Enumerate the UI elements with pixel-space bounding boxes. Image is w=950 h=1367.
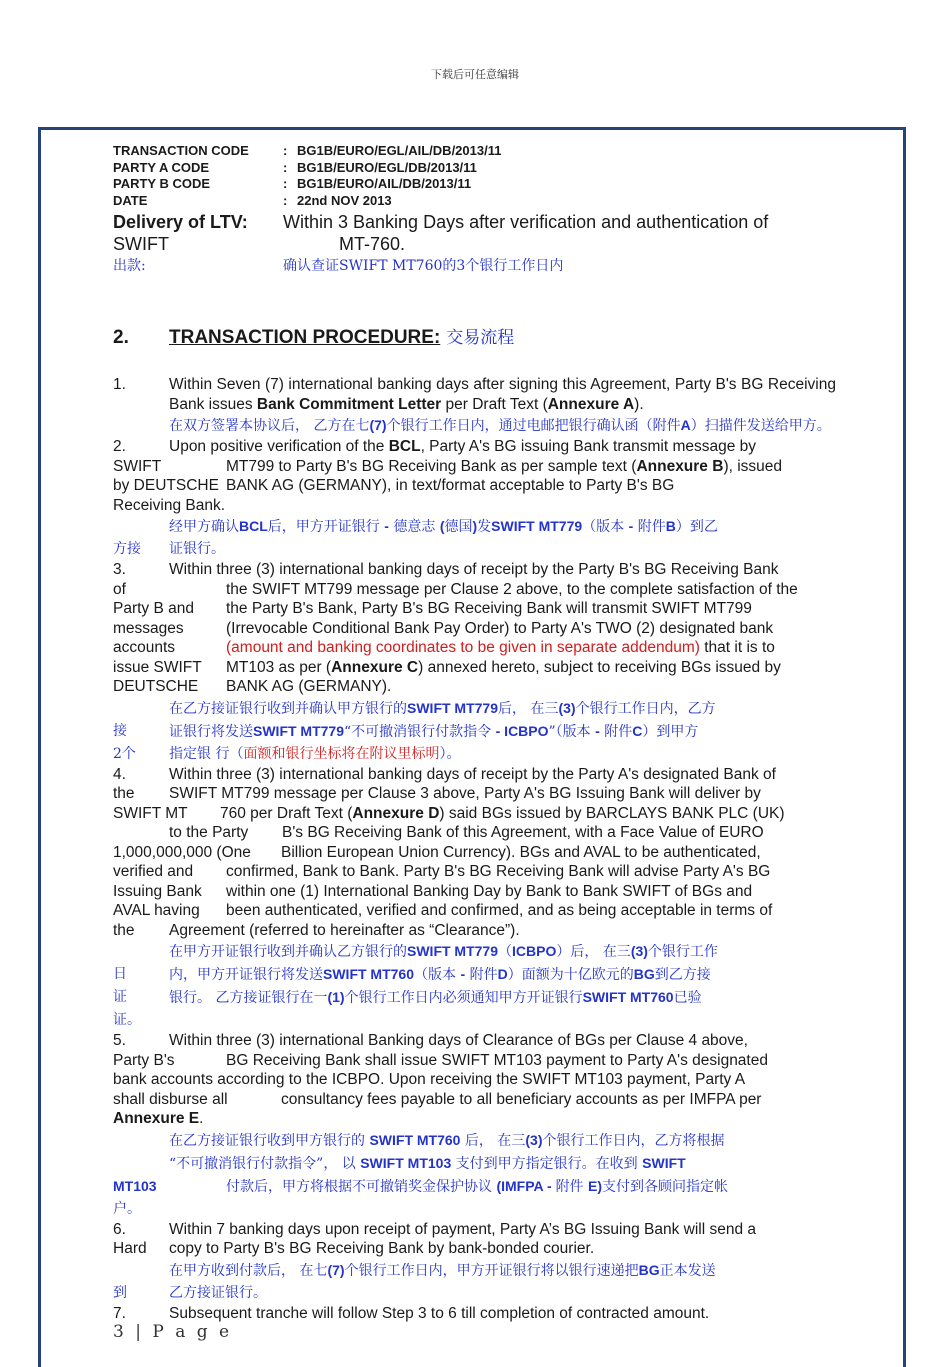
step-text: within one (1) International Banking Day by Bank to Bank SWIFT of BGs and xyxy=(226,882,753,900)
ltv-zh-value: 确认查证SWIFT MT760的3个银行工作日内 xyxy=(283,258,564,274)
step-number: 1. xyxy=(113,376,126,393)
step-text: Billion European Union Currency). BGs and AVAL to be authenticated, xyxy=(281,843,761,861)
step-text-zh: 日 xyxy=(113,966,127,982)
step-text: BANK AG (GERMANY). xyxy=(226,678,392,695)
meta-value: BG1B/EURO/EGL/AIL/DB/2013/11 xyxy=(297,143,502,158)
step-text: Party B and xyxy=(113,600,194,617)
step-text: (Irrevocable Conditional Bank Pay Order) to Party A's TWO (2) designated bank xyxy=(226,619,774,637)
step-text-zh: 2个 xyxy=(113,745,136,762)
step-number: 2. xyxy=(113,438,126,455)
step-text: to the Party xyxy=(169,824,249,841)
step-text: MT799 to Party B's BG Receiving Bank as per sample text (Annexure B), issued xyxy=(226,457,783,475)
step-text: Hard xyxy=(113,1240,147,1257)
step-4 xyxy=(113,765,836,1032)
step-text: Party B's xyxy=(113,1051,175,1069)
step-6 xyxy=(113,1220,836,1304)
step-number: 7. xyxy=(113,1304,126,1322)
step-text-zh: 乙方接证银行。 xyxy=(169,1284,267,1301)
ltv-zh-key: 出款: xyxy=(113,258,146,274)
step-text: 1,000,000,000 (One xyxy=(113,843,251,861)
section-title: TRANSACTION PROCEDURE: xyxy=(169,327,441,348)
step-text: Agreement (referred to hereinafter as “Clearance”). xyxy=(169,921,520,939)
step-text-zh: 在乙方接证银行收到并确认甲方银行的SWIFT MT779后， 在三(3)个银行工作日内，乙方 xyxy=(169,699,716,717)
step-number: 4. xyxy=(113,765,126,783)
step-text: Within three (3) international Banking days of Clearance of BGs per Clause 4 above, xyxy=(169,1032,748,1049)
step-text: the SWIFT MT799 message per Clause 2 above, to the complete satisfaction of the xyxy=(226,580,798,598)
step-text-zh: 证 xyxy=(113,989,127,1005)
step-text: Within three (3) international banking days of receipt by the Party A's designated Bank of xyxy=(169,765,776,783)
step-number: 5. xyxy=(113,1032,126,1049)
step-text-zh: 银行。 乙方接证银行在一(1)个银行工作日内必须通知甲方开证银行SWIFT MT760已验 xyxy=(169,989,702,1006)
section-heading xyxy=(113,327,836,349)
step-text-zh: 付款后，甲方将根据不可撤销奖金保护协议 (IMFPA - 附件 E)支付到各顾问指定帐 xyxy=(226,1177,729,1195)
step-text-zh: 内，甲方开证银行将发送SWIFT MT760（版本 - 附件D）面额为十亿欧元的BG到乙方接 xyxy=(169,966,711,983)
step-text-zh: 在乙方接证银行收到甲方银行的 SWIFT MT760 后， 在三(3)个银行工作日内，乙方将根据 xyxy=(169,1131,725,1149)
step-text-zh: 在双方签署本协议后， 乙方在七(7)个银行工作日内，通过电邮把银行确认函（附件A）扫描件发送给甲方。 xyxy=(169,417,831,434)
meta-value: BG1B/EURO/EGL/DB/2013/11 xyxy=(297,159,477,175)
meta-row: PARTY A CODE : BG1B/EURO/EGL/DB/2013/11 xyxy=(113,159,477,175)
step-2 xyxy=(113,437,836,560)
meta-key: DATE xyxy=(113,192,148,208)
step-7 xyxy=(113,1304,836,1324)
step-text: SWIFT xyxy=(113,457,162,475)
step-text-zh: 到 xyxy=(113,1284,127,1301)
step-text: the Party B's Bank, Party B's BG Receiving Bank will transmit SWIFT MT799 xyxy=(226,600,752,617)
step-text: bank accounts according to the ICBPO. Upon receiving the SWIFT MT103 payment, Party A xyxy=(113,1071,746,1088)
step-text: Within 7 banking days upon receipt of payment, Party A’s BG Issuing Bank will send a xyxy=(169,1220,757,1238)
header-note: 下载后可任意编辑 xyxy=(431,68,519,81)
step-text: SWIFT MT xyxy=(113,804,188,822)
meta-row: PARTY B CODE : BG1B/EURO/AIL/DB/2013/11 xyxy=(113,176,472,191)
step-text: issue SWIFT xyxy=(113,658,202,676)
step-text-zh: 证银行。 xyxy=(169,541,225,557)
step-text-zh: “不可撤消银行付款指令”， 以 SWIFT MT103 支付到甲方指定银行。在收到 SWIFT xyxy=(169,1154,686,1172)
step-text: Within Seven (7) international banking days after signing this Agreement, Party B's BG Receiving Bank issues Bank Commitment Letter per Draft Text (Annexure A). xyxy=(169,376,836,413)
step-text: accounts xyxy=(113,639,176,656)
step-1 xyxy=(113,375,836,437)
ltv-key-line2: SWIFT xyxy=(113,234,169,254)
step-text: confirmed, Bank to Bank. Party B's BG Receiving Bank will advise Party A's BG xyxy=(226,863,771,880)
step-text: the xyxy=(113,921,135,939)
red-note: 面额和银行坐标将在附议里标明 xyxy=(243,745,440,762)
step-text: 760 per Draft Text (Annexure D) said BGs issued by BARCLAYS BANK PLC (UK) xyxy=(220,804,785,822)
ltv-value-line2: MT-760. xyxy=(339,234,406,254)
step-text: copy to Party B's BG Receiving Bank by bank-bonded courier. xyxy=(169,1240,595,1257)
step-text-zh: 方接 xyxy=(113,541,141,557)
step-number: 3. xyxy=(113,561,126,578)
step-text-zh: MT103 xyxy=(113,1177,157,1194)
step-text: DEUTSCHE xyxy=(113,678,199,695)
step-text: Issuing Bank xyxy=(113,882,202,900)
step-5 xyxy=(113,1031,836,1220)
step-text-zh: 证。 xyxy=(113,1012,141,1028)
step-text: shall disburse all xyxy=(113,1090,228,1108)
step-text: B's BG Receiving Bank of this Agreement, with a Face Value of EURO xyxy=(282,824,764,841)
ltv-key: Delivery of LTV: xyxy=(113,212,248,232)
meta-row: TRANSACTION CODE : BG1B/EURO/EGL/AIL/DB/2013/11 xyxy=(113,143,502,158)
step-text: (amount and banking coordinates to be given in separate addendum) that it is to xyxy=(226,639,775,656)
step-text: the xyxy=(113,785,135,802)
section-number: 2. xyxy=(113,327,129,348)
ltv-value: Within 3 Banking Days after verification and authentication of xyxy=(283,212,769,232)
step-text: messages xyxy=(113,619,184,637)
ltv-row xyxy=(113,211,836,255)
step-text: verified and xyxy=(113,863,194,880)
step-text-zh: 户。 xyxy=(113,1200,141,1217)
section-title-zh: 交易流程 xyxy=(446,328,515,348)
step-text: Annexure E. xyxy=(113,1110,204,1127)
meta-row: DATE : 22nd NOV 2013 xyxy=(113,192,392,208)
step-text: of xyxy=(113,580,126,598)
step-text: by DEUTSCHE xyxy=(113,477,219,494)
red-note: (amount and banking coordinates to be given in separate addendum) xyxy=(226,639,700,656)
page-number: 3 | P a g e xyxy=(113,1322,233,1342)
meta-value: BG1B/EURO/AIL/DB/2013/11 xyxy=(297,176,472,191)
step-text: MT103 as per (Annexure C) annexed hereto, subject to receiving BGs issued by xyxy=(226,658,781,676)
step-3 xyxy=(113,560,836,765)
step-text: been authenticated, verified and confirmed, and as being acceptable in terms of xyxy=(226,902,773,919)
step-text: BG Receiving Bank shall issue SWIFT MT103 payment to Party A's designated xyxy=(226,1051,768,1069)
step-text: consultancy fees payable to all beneficiary accounts as per IMFPA per xyxy=(281,1090,762,1108)
document-body xyxy=(113,143,836,1323)
step-text: Receiving Bank. xyxy=(113,496,226,514)
step-text: BANK AG (GERMANY), in text/format acceptable to Party B's BG xyxy=(226,477,675,494)
step-text: SWIFT MT799 message per Clause 3 above, Party A's BG Issuing Bank will deliver by xyxy=(169,785,761,802)
meta-key: TRANSACTION CODE xyxy=(113,143,249,158)
step-text-zh: 在甲方收到付款后， 在七(7)个银行工作日内，甲方开证银行将以银行速递把BG正本发送 xyxy=(169,1261,716,1279)
step-text-zh: 在甲方开证银行收到并确认乙方银行的SWIFT MT779（ICBPO）后， 在三(3)个银行工作 xyxy=(169,943,718,960)
step-text-zh: 证银行将发送SWIFT MT779“不可撤消银行付款指令 - ICBPO”（版本 - 附件C）到甲方 xyxy=(169,722,699,740)
step-text: Subsequent tranche will follow Step 3 to 6 till completion of contracted amount. xyxy=(169,1304,710,1322)
meta-key: PARTY B CODE xyxy=(113,176,211,191)
step-text: Within three (3) international banking days of receipt by the Party B's BG Receiving Bank xyxy=(169,561,779,578)
step-text-zh: 接 xyxy=(113,722,127,739)
step-number: 6. xyxy=(113,1220,126,1238)
ltv-zh-row xyxy=(113,255,836,277)
meta-block xyxy=(113,143,836,209)
step-text: AVAL having xyxy=(113,902,200,919)
meta-value: 22nd NOV 2013 xyxy=(297,192,392,208)
step-text-zh: 指定银 行（面额和银行坐标将在附议里标明）。 xyxy=(169,745,461,762)
step-text-zh: 经甲方确认BCL后，甲方开证银行 - 德意志 (德国)发SWIFT MT779（版本 - 附件B）到乙 xyxy=(169,518,718,535)
meta-key: PARTY A CODE xyxy=(113,159,210,175)
step-text: Upon positive verification of the BCL, Party A's BG issuing Bank transmit message by xyxy=(169,438,757,455)
